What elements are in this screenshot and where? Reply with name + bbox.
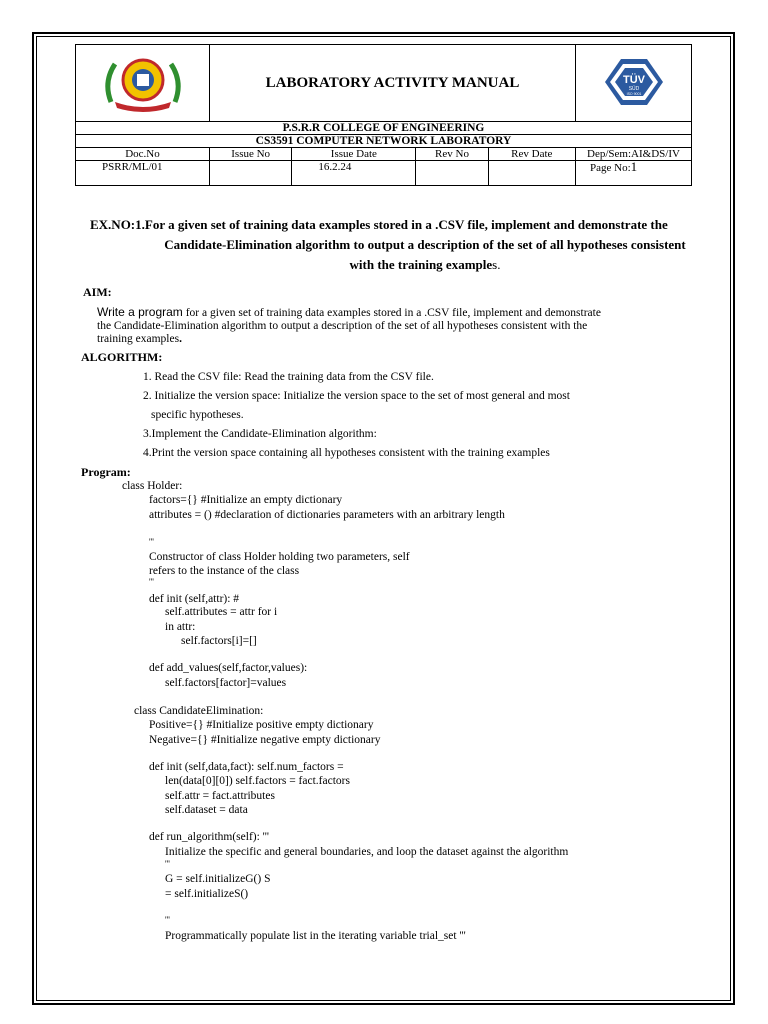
algorithm-step: specific hypotheses. (151, 409, 244, 421)
code-line: refers to the instance of the class (149, 565, 300, 577)
college-logo-cell (76, 45, 210, 122)
code-line: Initialize the specific and general boundaries, and loop the dataset against the algorithm (165, 846, 569, 858)
code-line: Positive={} #Initialize positive empty dictionary (149, 719, 374, 731)
exercise-title-line1: EX.NO:1.For a given set of training data examples stored in a .CSV file, implement and demonstrate the (90, 217, 668, 232)
val-issue-date: 16.2.24 (292, 161, 416, 186)
aim-line2: the Candidate-Elimination algorithm to output a description of the set of all hypotheses consistent with the (97, 320, 588, 332)
svg-text:SÜD: SÜD (628, 85, 639, 92)
college-name: P.S.R.R COLLEGE OF ENGINEERING (76, 122, 692, 135)
aim-heading: AIM: (83, 285, 112, 299)
algorithm-heading: ALGORITHM: (81, 350, 163, 364)
code-line: factors={} #Initialize an empty dictionary (149, 494, 343, 506)
code-line: class Holder: (122, 480, 183, 492)
program-heading: Program: (81, 465, 131, 479)
code-line: def init (self,data,fact): self.num_factors = (149, 761, 344, 773)
code-line: ''' (165, 915, 170, 925)
val-rev-date (488, 161, 575, 186)
exercise-title-line3-b: s. (492, 257, 501, 272)
exercise-title-line3-a: with the training example (349, 257, 493, 272)
code-line: self.factors[i]=[] (181, 635, 257, 647)
algorithm-step: 3.Implement the Candidate-Elimination algorithm: (143, 428, 377, 440)
col-rev-date: Rev Date (488, 148, 575, 161)
aim-line3-end: . (179, 333, 182, 345)
val-doc-no: PSRR/ML/01 (76, 161, 210, 186)
code-line: self.dataset = data (165, 804, 248, 816)
code-line: class CandidateElimination: (134, 705, 264, 717)
code-line: Negative={} #Initialize negative empty dictionary (149, 734, 381, 746)
page-label: Page No: (590, 162, 631, 174)
code-line: Programmatically populate list in the iterating variable trial_set ''' (165, 930, 466, 942)
col-rev-no: Rev No (416, 148, 488, 161)
code-line: in attr: (165, 621, 196, 633)
col-issue-date: Issue Date (292, 148, 416, 161)
college-logo-icon (101, 52, 185, 112)
val-rev-no (416, 161, 488, 186)
meta-header-row (76, 148, 692, 161)
code-line: attributes = () #declaration of dictionaries parameters with an arbitrary length (149, 509, 505, 521)
aim-line1-rest: for a given set of training data examples stored in a .CSV file, implement and demonstrate (182, 307, 601, 319)
code-line: ''' (149, 577, 154, 587)
tuv-certification-icon (603, 57, 665, 107)
exercise-title-line2: Candidate-Elimination algorithm to output a description of the set of all hypotheses consistent (164, 237, 686, 252)
aim-intro: Write a program (97, 305, 183, 319)
code-line: Constructor of class Holder holding two parameters, self (149, 551, 410, 563)
aim-line3 (97, 332, 182, 346)
col-dep-sem: Dep/Sem:AI&DS/IV (576, 148, 692, 161)
aim-line1 (97, 305, 601, 320)
code-line: def init (self,attr): # (149, 593, 240, 605)
code-line: ''' (149, 537, 154, 547)
code-line: self.factors[factor]=values (165, 677, 287, 689)
code-line: def run_algorithm(self): ''' (149, 831, 269, 843)
algorithm-step: 1. Read the CSV file: Read the training data from the CSV file. (143, 371, 434, 383)
tuv-logo-cell (576, 45, 692, 122)
val-page (576, 161, 692, 186)
code-line: ''' (165, 859, 170, 869)
code-line: = self.initializeS() (165, 888, 249, 900)
svg-text:ISO 9001: ISO 9001 (626, 91, 641, 96)
algorithm-step: 2. Initialize the version space: Initialize the version space to the set of most general and most (143, 390, 570, 402)
col-doc-no: Doc.No (76, 148, 210, 161)
page-number: 1 (630, 159, 638, 174)
algorithm-step: 4.Print the version space containing all hypotheses consistent with the training examples (143, 447, 550, 459)
code-line: G = self.initializeG() S (165, 873, 271, 885)
code-line: len(data[0][0]) self.factors = fact.factors (165, 775, 350, 787)
lab-name: CS3591 COMPUTER NETWORK LABORATORY (76, 135, 692, 148)
exercise-title (90, 215, 730, 275)
code-line: self.attr = fact.attributes (165, 790, 275, 802)
aim-line3-text: training examples (97, 333, 180, 345)
code-line: self.attributes = attr for i (165, 606, 278, 618)
exercise-title-line3 (90, 255, 730, 275)
meta-value-row (76, 161, 692, 186)
document-header (75, 44, 692, 186)
manual-title: LABORATORY ACTIVITY MANUAL (210, 45, 576, 122)
col-issue-no: Issue No (210, 148, 292, 161)
val-issue-no (210, 161, 292, 186)
code-line: def add_values(self,factor,values): (149, 662, 308, 674)
svg-text:TÜV: TÜV (622, 73, 645, 86)
